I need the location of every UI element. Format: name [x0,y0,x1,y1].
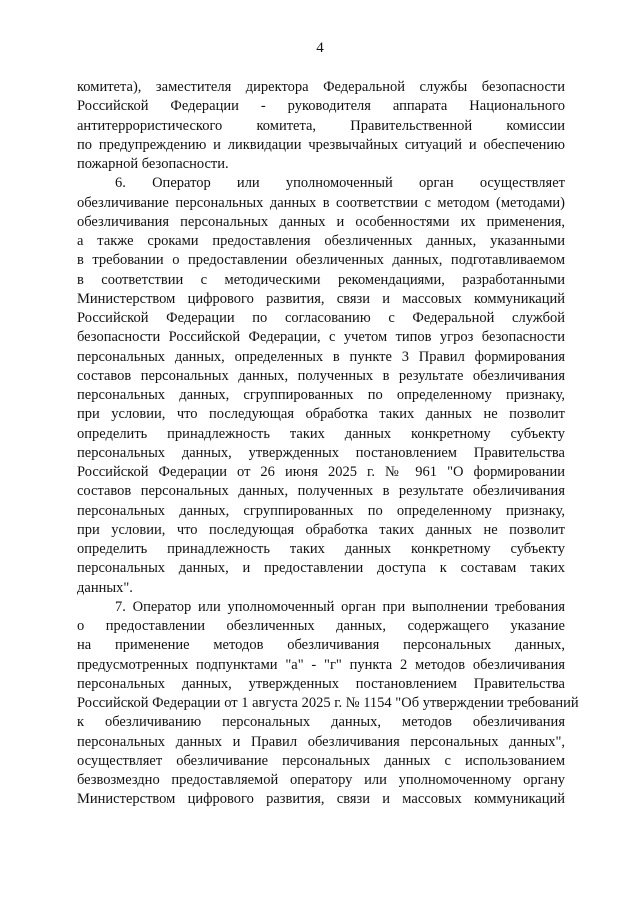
text-line: при условии, что последующая обработка таких данных не позволит [77,406,565,423]
text-line: персональных данных, сгруппированных по определенному признаку, [77,387,565,403]
text-line: персональных данных и Правил обезличивания персональных данных", [77,733,565,750]
text-line: персональных данных, определенных в пункте 3 Правил формирования [77,348,565,365]
text-line: данных". [77,579,133,596]
text-line: Российской Федерации от 26 июня 2025 г. № 961 "О формировании [77,464,565,480]
text-line: Российской Федерации от 1 августа 2025 г. № 1154 "Об утверждении требований [77,695,579,711]
text-line: Российской Федерации - руководителя аппарата Национального [77,98,565,115]
text-line: к обезличиванию персональных данных, методов обезличивания [77,714,565,731]
text-line: персональных данных, и предоставлении доступа к составам таких [77,560,565,577]
text-line: предусмотренных подпунктами "а" - "г" пункта 2 методов обезличивания [77,656,565,673]
text-line: Министерством цифрового развития, связи и массовых коммуникаций [77,290,565,307]
text-line: персональных данных, утвержденных постановлением Правительства [77,675,565,692]
text-line: а также сроками предоставления обезличенных данных, указанными [77,233,565,249]
text-line: Российской Федерации по согласованию с Федеральной службой [77,310,565,326]
text-line: безвозмездно предоставляемой оператору или уполномоченному органу [77,772,565,788]
text-line: антитеррористического комитета, Правительственной комиссии [77,117,565,134]
text-line: определить принадлежность таких данных конкретному субъекту [77,425,565,442]
text-line: персональных данных, утвержденных постановлением Правительства [77,444,565,461]
text-line: комитета), заместителя директора Федеральной службы безопасности [77,79,565,95]
body-text [77,78,579,810]
text-line: осуществляет обезличивание персональных данных с использованием [77,752,565,769]
text-line: персональных данных, сгруппированных по определенному признаку, [77,502,565,519]
text-line: безопасности Российской Федерации, с учетом типов угроз безопасности [77,329,565,346]
text-line: о предоставлении обезличенных данных, содержащего указание [77,618,565,634]
text-line: при условии, что последующая обработка таких данных не позволит [77,521,565,538]
text-line: 6. Оператор или уполномоченный орган осуществляет [115,175,565,192]
text-line: 7. Оператор или уполномоченный орган при выполнении требования [115,598,565,615]
text-line: на применение методов обезличивания персональных данных, [77,637,565,654]
text-line: Министерством цифрового развития, связи и массовых коммуникаций [77,791,565,808]
text-line: составов персональных данных, полученных в результате обезличивания [77,367,565,384]
text-line: в требовании о предоставлении обезличенных данных, подготавливаемом [77,252,565,269]
text-line: обезличивания персональных данных и особенностями их применения, [77,213,565,230]
text-line: составов персональных данных, полученных в результате обезличивания [77,483,565,500]
page-number: 4 [316,40,324,56]
text-line: определить принадлежность таких данных конкретному субъекту [77,541,565,557]
text-line: обезличивание персональных данных в соответствии с методом (методами) [77,194,565,211]
text-line: по предупреждению и ликвидации чрезвычайных ситуаций и обеспечению [77,136,565,153]
text-line: пожарной безопасности. [77,156,229,172]
text-line: в соответствии с методическими рекомендациями, разработанными [77,271,565,288]
